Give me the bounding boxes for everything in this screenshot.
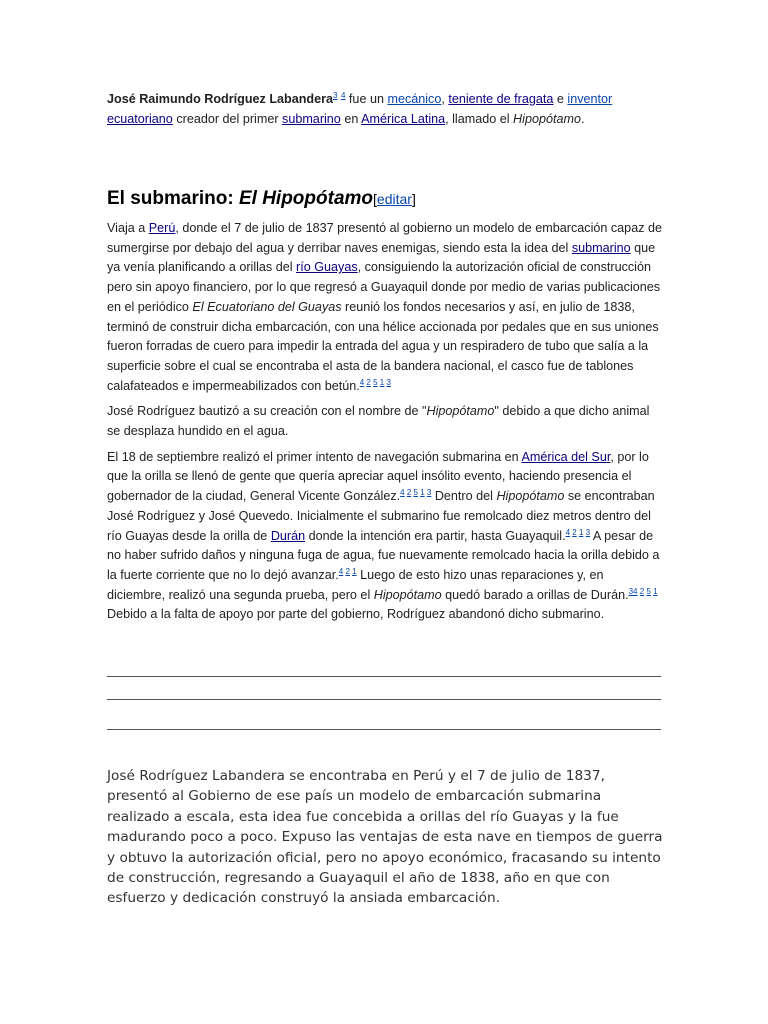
link-ecuatoriano[interactable]: ecuatoriano <box>107 111 173 126</box>
link-inventor[interactable]: inventor <box>567 92 613 106</box>
divider-line-3 <box>107 729 661 730</box>
divider-line-1 <box>107 676 661 677</box>
ref-3[interactable]: 3 <box>333 91 338 100</box>
summary-paragraph: José Rodríguez Labandera se encontraba en Perú y el 7 de julio de 1837, presentó al Gobierno de ese país un modelo de embarcación submarina realizado a escala, esta idea fue concebida a orillas del río Guayas y la fue madurando poco a poco. Expuso las ventajas de esta nave en tiempos de guerra y obtuvo la autorización oficial, pero no apoyo económico, fracasando su intento de construcción, regresando a Guayaquil el año de 1838, año en que con esfuerzo y dedicación construyó la ansiada embarcación. <box>107 768 663 907</box>
edit-section-link: [editar] <box>373 191 416 207</box>
person-name: José Raimundo Rodríguez Labandera <box>107 92 334 106</box>
paragraph-1: Viaja a Perú, donde el 7 de julio de 1837 presentó al gobierno un modelo de embarcación capaz de sumergirse por debajo del agua y derribar naves enemigas, siendo esta la idea del submarino que ya venía planificando a orillas del río Guayas, consiguiendo la autorización oficial de construcción pero sin apoyo financiero, por lo que regresó a Guayaquil donde por medio de varias publicaciones en el periódico El Ecuatoriano del Guayas reunió los fondos necesarios y así, en julio de 1838, terminó de construir dicha embarcación, con una hélice accionada por pedales que en sus uniones fueron forradas de cuero para impedir la entrada del agua y un respiradero de tubo que salía a la superficie sobre el cual se encontraba el asta de la bandera nacional, el casco fue de tablones calafateados e impermeabilizados con betún.$^{4 2 5 1 3}$ <box>107 221 662 393</box>
link-rio-guayas[interactable]: río Guayas <box>296 260 358 275</box>
link-america-del-sur[interactable]: América del Sur <box>521 449 611 464</box>
link-mecanico[interactable]: mecánico <box>387 92 442 106</box>
refs-group[interactable]: 4 2 5 1 3 <box>359 377 391 387</box>
refs-group[interactable]: 4 2 1 <box>338 566 357 576</box>
refs-group[interactable]: 4 2 1 3 <box>565 527 591 537</box>
ref-4[interactable]: 4 <box>340 91 346 100</box>
paragraph-3: El 18 de septiembre realizó el primer intento de navegación submarina en América del Sur, por lo que la orilla se llenó de gente que quería apreciar aquel insólito evento, haciendo presencia el gobernador de la ciudad, General Vicente González.$^{4 2 5 1 3}$ Dentro del Hipopótamo se encontraban José Rodríguez y José Quevedo. Inicialmente el submarino fue remolcado diez metros dentro del río Guayas desde la orilla de Durán donde la intención era partir, hasta Guayaquil.$^{4 2 1 3}$ A pesar de no haber sufrido daños y ninguna fuga de agua, fue nuevamente remolcado hacia la orilla debido a la fuerte corriente que no lo dejó avanzar.$^{4 2 1}$ Luego de esto hizo unas reparaciones y, en diciembre, realizó una segunda prueba, pero el Hipopótamo quedó barado a orillas de Durán.$^{34 2 5 1}$ Debido a la falta de apoyo por parte del gobierno, Rodríguez abandonó dicho submarino. <box>107 449 660 622</box>
refs-group[interactable]: 4 2 5 1 3 <box>400 488 432 498</box>
refs-group[interactable]: 34 2 5 1 <box>628 586 658 596</box>
divider-line-2 <box>107 699 661 700</box>
link-peru[interactable]: Perú <box>148 221 176 235</box>
link-duran[interactable]: Durán <box>270 528 306 543</box>
edit-link[interactable]: editar <box>376 191 412 207</box>
link-submarino[interactable]: submarino <box>282 111 341 126</box>
section-heading: El submarino: El Hipopótamo[editar] <box>107 188 416 209</box>
link-submarino-2[interactable]: submarino <box>571 240 631 255</box>
section-body <box>107 219 663 631</box>
link-america-latina[interactable]: América Latina <box>361 111 446 126</box>
intro-paragraph: José Raimundo Rodríguez Labandera$^3$ $^4$ fue un mecánico, teniente de fragata e inventor ecuatoriano creador del primer submarino en América Latina, llamado el Hipopótamo. <box>107 91 613 126</box>
paragraph-2: José Rodríguez bautizó a su creación con el nombre de "Hipopótamo" debido a que dicho animal se desplaza hundido en el agua. <box>107 404 650 439</box>
hipopotamo-italic: Hipopótamo <box>513 111 581 126</box>
link-teniente-de-fragata[interactable]: teniente de fragata <box>448 92 554 106</box>
